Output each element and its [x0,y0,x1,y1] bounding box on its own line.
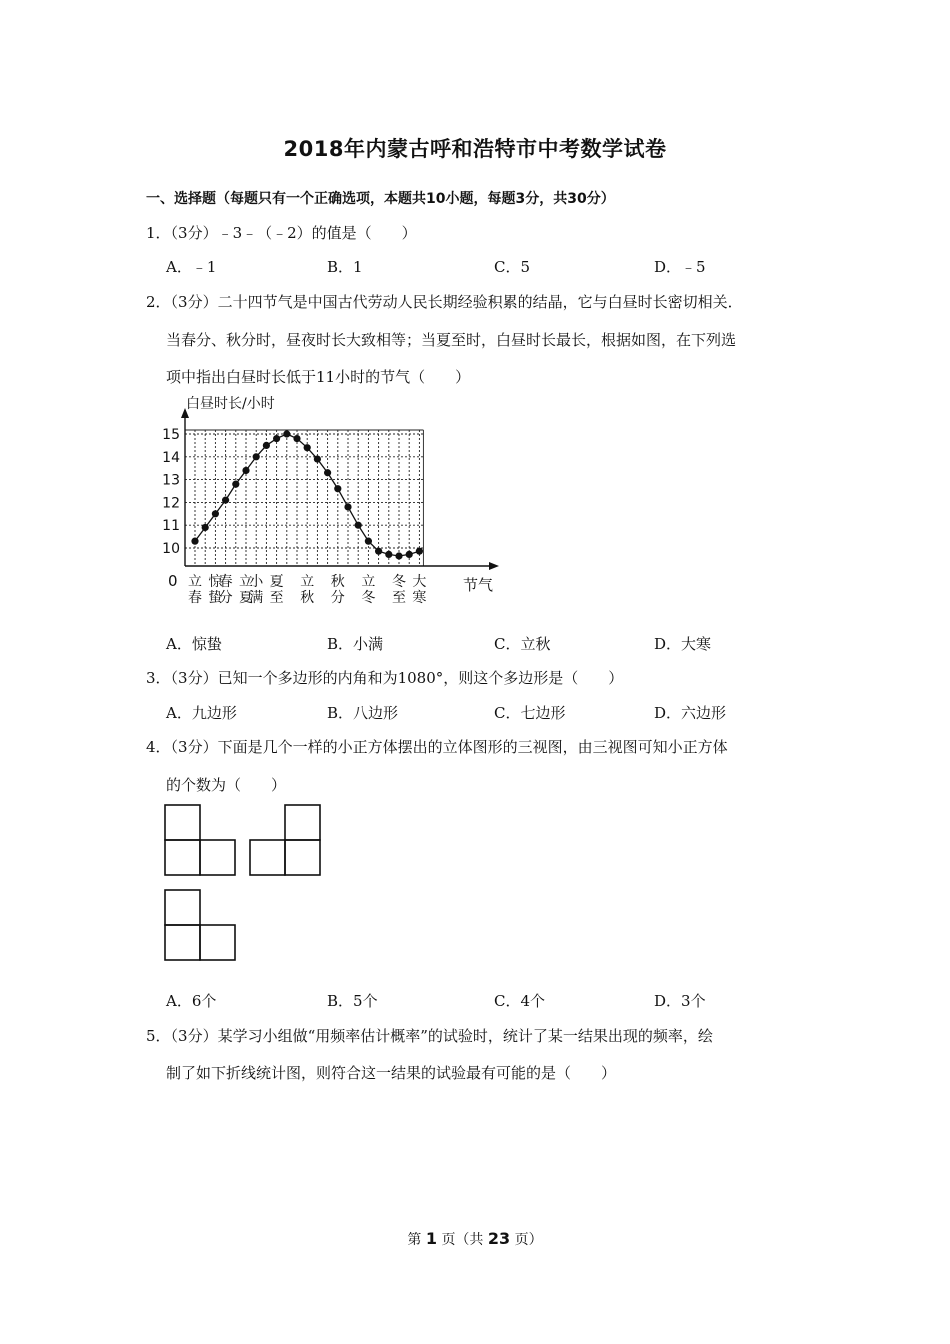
origin-label: 0 [168,572,178,590]
top-view-bottom-left-cell [165,925,200,960]
x-tick-label [392,574,406,606]
x-tick-label [270,574,284,606]
x-tick-label-char: 立 [239,574,253,590]
q1-option-c[interactable]: C．5 [494,258,531,276]
y-tick-label: 13 [162,472,180,489]
x-tick-label-char: 立 [300,574,315,590]
footer-suffix: 页） [514,1232,543,1248]
footer-mid: 页（共 [441,1232,484,1248]
front-view-top-cell [165,805,200,840]
x-tick-label-char: 至 [392,590,406,606]
x-tick-label-char: 蛰 [208,590,223,606]
q1-option-a[interactable]: A．﹣1 [166,258,217,276]
page-footer [0,1229,950,1249]
data-point [324,469,331,476]
x-tick-label-char: 大 [412,574,427,590]
data-point [232,481,239,488]
x-tick-label [188,574,202,606]
x-tick-label-char: 夏 [239,590,253,606]
page-title: 2018年内蒙古呼和浩特市中考数学试卷 [283,137,667,161]
chart-labels [162,396,493,606]
data-point [365,538,372,545]
q2-option-b[interactable]: B．小满 [327,635,384,653]
front-view-bottom-left-cell [165,840,200,875]
three-view-drawing [160,800,330,965]
q2-option-a[interactable]: A．惊蛰 [166,635,222,653]
x-tick-label-char: 冬 [361,590,376,606]
q3-option-b[interactable]: B．八边形 [327,704,399,722]
footer-prefix: 第 [407,1232,422,1248]
x-tick-label-char: 秋 [300,590,315,606]
y-tick-label: 14 [162,449,180,466]
question-3: 3．（3分）已知一个多边形的内角和为1080°，则这个多边形是（ ） [146,669,624,687]
data-point [334,485,341,492]
data-point [416,548,423,555]
x-tick-label [361,574,375,606]
data-point [385,551,392,558]
data-point [242,467,249,474]
question-2-line-2: 当春分、秋分时，昼夜时长大致相等；当夏至时，白昼时长最长，根据如图，在下列选 [166,331,737,349]
data-point [375,548,382,555]
data-point [406,551,413,558]
x-tick-label-char: 至 [269,590,284,606]
side-view-top-cell [285,805,320,840]
q4-option-d[interactable]: D．3个 [654,992,706,1010]
x-tick-label [412,573,426,606]
data-point [395,552,402,559]
data-point [253,453,260,460]
x-tick-label [300,574,314,606]
x-tick-label [219,574,233,606]
data-point [344,503,351,510]
x-tick-label-char: 立 [188,574,202,590]
question-1: 1．（3分）﹣3﹣（﹣2）的值是（ ） [146,224,417,242]
q2-option-c[interactable]: C．立秋 [494,635,551,653]
question-4-line-1: 4．（3分）下面是几个一样的小正方体摆出的立体图形的三视图，由三视图可知小正方体 [146,738,728,756]
question-2-line-3: 项中指出白昼时长低于11小时的节气（ ） [166,368,471,386]
question-2-line-1: 2．（3分）二十四节气是中国古代劳动人民长期经验积累的结晶，它与白昼时长密切相关． [146,293,743,311]
data-point [314,455,321,462]
x-tick-label-char: 寒 [412,590,427,606]
q2-option-d[interactable]: D．大寒 [654,635,712,653]
data-point [304,444,311,451]
x-tick-label-char: 春 [188,590,202,606]
x-tick-label-char: 冬 [392,574,406,590]
x-axis-title: 节气 [463,576,494,594]
section-heading: 一、选择题（每题只有一个正确选项，本题共10小题，每题3分，共30分） [146,191,615,207]
x-tick-label-char: 满 [249,590,264,606]
x-tick-label-char: 小 [249,574,264,590]
q4-option-b[interactable]: B．5个 [327,992,378,1010]
x-tick-label-char: 分 [330,590,345,606]
data-point [283,430,290,437]
q1-option-b[interactable]: B．1 [327,258,363,276]
data-point [355,522,362,529]
q1-option-d[interactable]: D．﹣5 [654,258,706,276]
front-view-bottom-right-cell [200,840,235,875]
q4-option-a[interactable]: A．6个 [166,992,217,1010]
footer-page-number: 1 [425,1229,437,1248]
x-tick-label-char: 春 [218,574,233,590]
q4-option-c[interactable]: C．4个 [494,992,546,1010]
x-tick-label [331,573,345,606]
question-5-line-2: 制了如下折线统计图，则符合这一结果的试验最有可能的是（ ） [166,1064,617,1082]
y-tick-label: 12 [162,495,180,512]
data-point [191,538,198,545]
side-view-bottom-left-cell [250,840,285,875]
data-point [293,435,300,442]
top-view-top-cell [165,890,200,925]
chart-grid [185,430,423,566]
y-tick-label: 15 [162,427,180,443]
data-point [202,524,209,531]
x-axis-arrow [489,562,499,570]
top-view-bottom-right-cell [200,925,235,960]
y-axis-title: 白昼时长/小时 [186,396,275,412]
data-point [222,497,229,504]
x-tick-label [249,574,264,606]
data-point [212,510,219,517]
x-tick-label-char: 秋 [330,574,345,590]
question-4-line-2: 的个数为（ ） [166,776,287,794]
y-tick-label: 11 [162,518,180,535]
q3-option-d[interactable]: D．六边形 [654,704,727,722]
q3-option-c[interactable]: C．七边形 [494,704,566,722]
x-tick-label-char: 夏 [269,574,284,590]
data-point [273,435,280,442]
y-tick-label: 10 [162,541,180,557]
question-5-line-1: 5．（3分）某学习小组做“用频率估计概率”的试验时，统计了某一结果出现的频率，绘 [146,1027,713,1045]
q3-option-a[interactable]: A．九边形 [166,704,237,722]
x-tick-label-char: 分 [218,590,233,606]
footer-total-pages: 23 [487,1229,511,1248]
data-point [263,442,270,449]
x-tick-label-char: 立 [361,574,376,590]
x-tick-label-char: 惊 [208,574,223,590]
side-view-bottom-right-cell [285,840,320,875]
daylight-chart [150,390,510,615]
